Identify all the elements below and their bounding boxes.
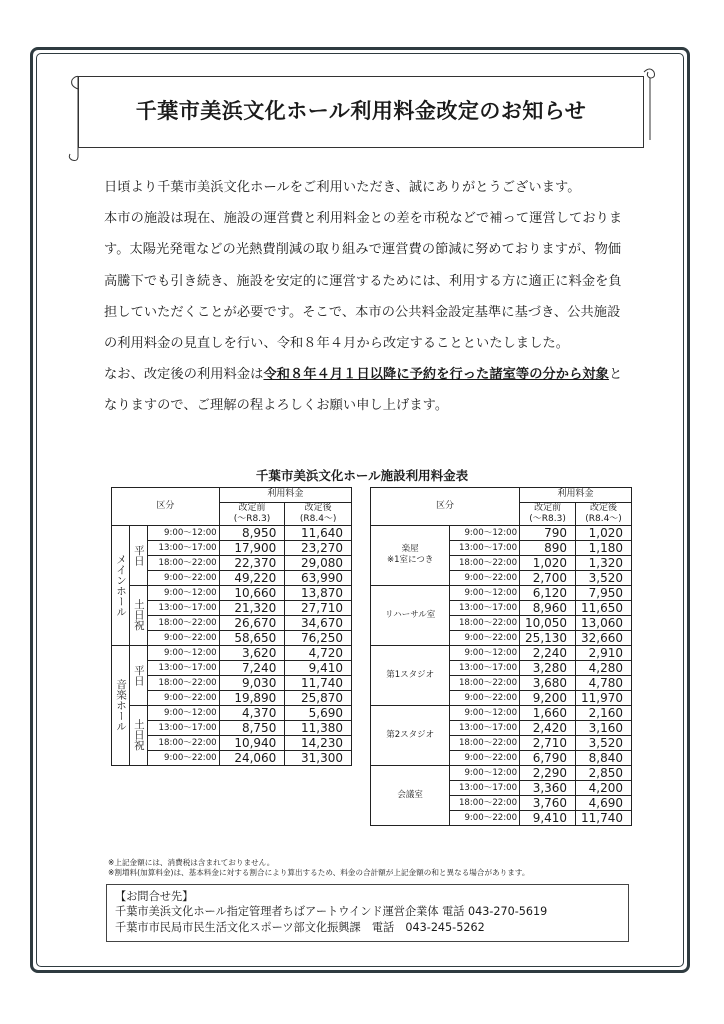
intro-paragraph-1: 日頃より千葉市美浜文化ホールをご利用いただき、誠にありがとうございます。 <box>104 180 581 195</box>
time-slot: 9:00～22:00 <box>450 630 520 645</box>
fee-after: 25,870 <box>285 690 352 705</box>
time-slot: 18:00～22:00 <box>147 735 219 750</box>
fee-before: 3,760 <box>520 795 576 810</box>
fee-after: 11,380 <box>285 720 352 735</box>
fee-before: 890 <box>520 540 576 555</box>
time-slot: 9:00～22:00 <box>147 750 219 765</box>
fee-before: 1,660 <box>520 705 576 720</box>
fee-before: 8,750 <box>219 720 285 735</box>
day-type-text: 土日祝 <box>132 719 145 751</box>
day-type-text: 平日 <box>132 544 145 566</box>
table-row <box>112 690 352 705</box>
fee-after: 7,950 <box>576 585 632 600</box>
column-header <box>219 502 285 525</box>
header-row <box>371 488 632 503</box>
time-slot: 13:00～17:00 <box>450 600 520 615</box>
fee-after: 8,840 <box>576 750 632 765</box>
page-title: 千葉市美浜文化ホール利用料金改定のお知らせ <box>135 99 587 123</box>
fee-before: 3,620 <box>219 645 285 660</box>
fee-before: 3,280 <box>520 660 576 675</box>
fee-before: 22,370 <box>219 555 285 570</box>
table-row <box>371 525 632 540</box>
fee-before: 2,290 <box>520 765 576 780</box>
room-name: リハーサル室 <box>384 609 436 620</box>
fee-after: 11,740 <box>576 810 632 825</box>
time-slot: 18:00～22:00 <box>450 795 520 810</box>
fee-after: 3,520 <box>576 570 632 585</box>
fee-before: 3,680 <box>520 675 576 690</box>
fee-after: 2,160 <box>576 705 632 720</box>
table-row <box>112 570 352 585</box>
fee-before: 21,320 <box>219 600 285 615</box>
fee-before: 1,020 <box>520 555 576 570</box>
intro-paragraph-3 <box>104 359 624 421</box>
intro-text <box>104 172 624 422</box>
fee-after: 11,650 <box>576 600 632 615</box>
fee-after: 11,970 <box>576 690 632 705</box>
venue-name-text: メインホール <box>114 553 127 617</box>
fee-before: 10,940 <box>219 735 285 750</box>
fee-after: 13,060 <box>576 615 632 630</box>
fee-after: 4,690 <box>576 795 632 810</box>
fee-after: 1,020 <box>576 525 632 540</box>
day-type <box>129 645 147 705</box>
room-name: 会議室 <box>397 789 423 800</box>
time-slot: 18:00～22:00 <box>450 615 520 630</box>
time-slot: 13:00～17:00 <box>147 600 219 615</box>
table-row <box>112 555 352 570</box>
day-type <box>129 585 147 645</box>
room-note: ※1室につき <box>386 555 434 566</box>
room-name-cell <box>371 525 450 585</box>
time-slot: 9:00～22:00 <box>450 690 520 705</box>
notes <box>108 858 529 877</box>
day-type-text: 土日祝 <box>132 599 145 631</box>
header-sublabel: (R8.4～) <box>299 513 337 524</box>
room-fee-table <box>370 487 632 826</box>
fee-before: 17,900 <box>219 540 285 555</box>
room-name-cell <box>371 585 450 645</box>
table-row <box>112 600 352 615</box>
time-slot: 9:00～12:00 <box>450 525 520 540</box>
fee-before: 19,890 <box>219 690 285 705</box>
fee-after: 23,270 <box>285 540 352 555</box>
fee-after: 27,710 <box>285 600 352 615</box>
table-row <box>371 705 632 720</box>
intro-paragraph-2: 本市の施設は現在、施設の運営費と利用料金との差を市税などで補って運営しております。太陽光発電などの光熱費削減の取り組みで運営費の節減に努めておりますが、物価高騰下でも引き続き、施設を安定的に運営するためには、利用する方に適正に料金を負担していただくことが必要です。そこで、本市の公共料金設定基準に基づき、公共施設の利用料金の見直しを行い、令和８年４月から改定することといたしました。 <box>104 211 623 352</box>
fee-after: 9,410 <box>285 660 352 675</box>
fee-before: 2,710 <box>520 735 576 750</box>
table-row <box>112 585 352 600</box>
time-slot: 9:00～12:00 <box>147 645 219 660</box>
fee-before: 7,240 <box>219 660 285 675</box>
time-slot: 9:00～12:00 <box>450 705 520 720</box>
time-slot: 9:00～12:00 <box>450 765 520 780</box>
title-banner <box>78 76 644 148</box>
fee-before: 26,670 <box>219 615 285 630</box>
fee-after: 13,870 <box>285 585 352 600</box>
time-slot: 9:00～12:00 <box>450 585 520 600</box>
room-name-cell <box>371 765 450 825</box>
fee-after: 63,990 <box>285 570 352 585</box>
fee-after: 11,740 <box>285 675 352 690</box>
time-slot: 9:00～12:00 <box>450 645 520 660</box>
table-row <box>371 765 632 780</box>
table-row <box>371 585 632 600</box>
time-slot: 9:00～22:00 <box>450 810 520 825</box>
day-type-text: 平日 <box>132 664 145 686</box>
fee-after: 5,690 <box>285 705 352 720</box>
table-row <box>112 660 352 675</box>
fee-before: 9,410 <box>520 810 576 825</box>
fee-after: 29,080 <box>285 555 352 570</box>
column-header <box>285 502 352 525</box>
time-slot: 9:00～12:00 <box>147 525 219 540</box>
note-tax: ※上記金額には、消費税は含まれておりません。 <box>108 858 275 867</box>
fee-before: 10,660 <box>219 585 285 600</box>
time-slot: 18:00～22:00 <box>147 675 219 690</box>
table-row <box>112 720 352 735</box>
table-row <box>112 705 352 720</box>
fee-after: 32,660 <box>576 630 632 645</box>
fee-before: 49,220 <box>219 570 285 585</box>
time-slot: 13:00～17:00 <box>147 540 219 555</box>
fee-before: 8,950 <box>219 525 285 540</box>
time-slot: 13:00～17:00 <box>147 720 219 735</box>
contact-heading: 【お問合せ先】 <box>115 890 194 903</box>
time-slot: 9:00～22:00 <box>147 630 219 645</box>
table-row <box>112 750 352 765</box>
intro-p3-emphasis: 令和８年４月１日以降に予約を行った諸室等の分から対象 <box>263 367 609 383</box>
fee-after: 34,670 <box>285 615 352 630</box>
table-row <box>371 645 632 660</box>
fee-before: 6,120 <box>520 585 576 600</box>
room-name-cell <box>371 705 450 765</box>
fee-header: 利用料金 <box>219 488 351 503</box>
venue-name-text: 音楽ホール <box>114 678 127 732</box>
time-slot: 13:00～17:00 <box>147 660 219 675</box>
table-row <box>112 735 352 750</box>
fee-before: 10,050 <box>520 615 576 630</box>
fee-before: 6,790 <box>520 750 576 765</box>
venue-name <box>112 645 130 765</box>
fee-after: 4,720 <box>285 645 352 660</box>
fee-after: 3,520 <box>576 735 632 750</box>
category-header: 区分 <box>371 488 520 526</box>
fee-after: 1,320 <box>576 555 632 570</box>
room-name: 楽屋 <box>401 544 419 555</box>
table-row <box>112 540 352 555</box>
header-sublabel: (～R8.3) <box>529 513 566 524</box>
fee-after: 4,200 <box>576 780 632 795</box>
fee-after: 2,850 <box>576 765 632 780</box>
intro-p3-pre: なお、改定後の利用料金は <box>104 367 264 383</box>
contact-box <box>106 884 629 942</box>
time-slot: 18:00～22:00 <box>450 735 520 750</box>
fee-before: 9,030 <box>219 675 285 690</box>
fee-before: 2,420 <box>520 720 576 735</box>
time-slot: 13:00～17:00 <box>450 780 520 795</box>
time-slot: 18:00～22:00 <box>450 555 520 570</box>
time-slot: 18:00～22:00 <box>450 675 520 690</box>
column-header <box>520 502 576 525</box>
fee-before: 24,060 <box>219 750 285 765</box>
table-title: 千葉市美浜文化ホール施設利用料金表 <box>255 468 469 483</box>
fee-before: 8,960 <box>520 600 576 615</box>
table-row <box>112 525 352 540</box>
time-slot: 9:00～22:00 <box>147 690 219 705</box>
fee-after: 31,300 <box>285 750 352 765</box>
fee-before: 58,650 <box>219 630 285 645</box>
room-name: 第1スタジオ <box>386 669 435 680</box>
fee-before: 9,200 <box>520 690 576 705</box>
table-row <box>112 630 352 645</box>
time-slot: 18:00～22:00 <box>147 615 219 630</box>
time-slot: 13:00～17:00 <box>450 540 520 555</box>
header-row <box>112 488 352 503</box>
hall-fee-table <box>111 487 352 766</box>
contact-line-2: 千葉市市民局市民生活文化スポーツ部文化振興課 電話 043-245-5262 <box>115 920 485 934</box>
time-slot: 9:00～22:00 <box>450 750 520 765</box>
room-name-cell <box>371 645 450 705</box>
fee-before: 2,700 <box>520 570 576 585</box>
fee-after: 4,280 <box>576 660 632 675</box>
time-slot: 9:00～22:00 <box>450 570 520 585</box>
fee-after: 14,230 <box>285 735 352 750</box>
fee-before: 25,130 <box>520 630 576 645</box>
time-slot: 13:00～17:00 <box>450 660 520 675</box>
day-type <box>129 705 147 765</box>
header-sublabel: (～R8.3) <box>233 513 271 524</box>
header-label: 改定前 <box>238 502 266 513</box>
fee-before: 4,370 <box>219 705 285 720</box>
time-slot: 13:00～17:00 <box>450 720 520 735</box>
time-slot: 9:00～22:00 <box>147 570 219 585</box>
time-slot: 18:00～22:00 <box>147 555 219 570</box>
note-surcharge: ※割増料(加算料金)は、基本料金に対する割合により算出するため、料金の合計額が上記金額の和と異なる場合があります。 <box>108 867 530 877</box>
day-type <box>129 525 147 585</box>
venue-name <box>112 525 130 645</box>
contact-line-1: 千葉市美浜文化ホール指定管理者ちばアートウインド運営企業体 電話 043-270-5619 <box>115 905 548 919</box>
table-row <box>112 675 352 690</box>
fee-after: 3,160 <box>576 720 632 735</box>
fee-after: 2,910 <box>576 645 632 660</box>
table-row <box>112 645 352 660</box>
header-label: 改定後 <box>590 502 618 513</box>
column-header <box>576 502 632 525</box>
fee-before: 3,360 <box>520 780 576 795</box>
room-name: 第2スタジオ <box>386 729 435 740</box>
category-header: 区分 <box>112 488 220 526</box>
table-row <box>112 615 352 630</box>
header-label: 改定後 <box>304 502 332 513</box>
fee-before: 790 <box>520 525 576 540</box>
header-label: 改定前 <box>534 502 562 513</box>
fee-after: 1,180 <box>576 540 632 555</box>
fee-before: 2,240 <box>520 645 576 660</box>
fee-after: 76,250 <box>285 630 352 645</box>
time-slot: 9:00～12:00 <box>147 585 219 600</box>
fee-after: 4,780 <box>576 675 632 690</box>
header-sublabel: (R8.4～) <box>585 513 622 524</box>
intro-p3-post: となりますので、ご理解の程よろしくお願い申し上げます。 <box>104 367 623 414</box>
fee-header: 利用料金 <box>520 488 632 503</box>
time-slot: 9:00～12:00 <box>147 705 219 720</box>
fee-after: 11,640 <box>285 525 352 540</box>
